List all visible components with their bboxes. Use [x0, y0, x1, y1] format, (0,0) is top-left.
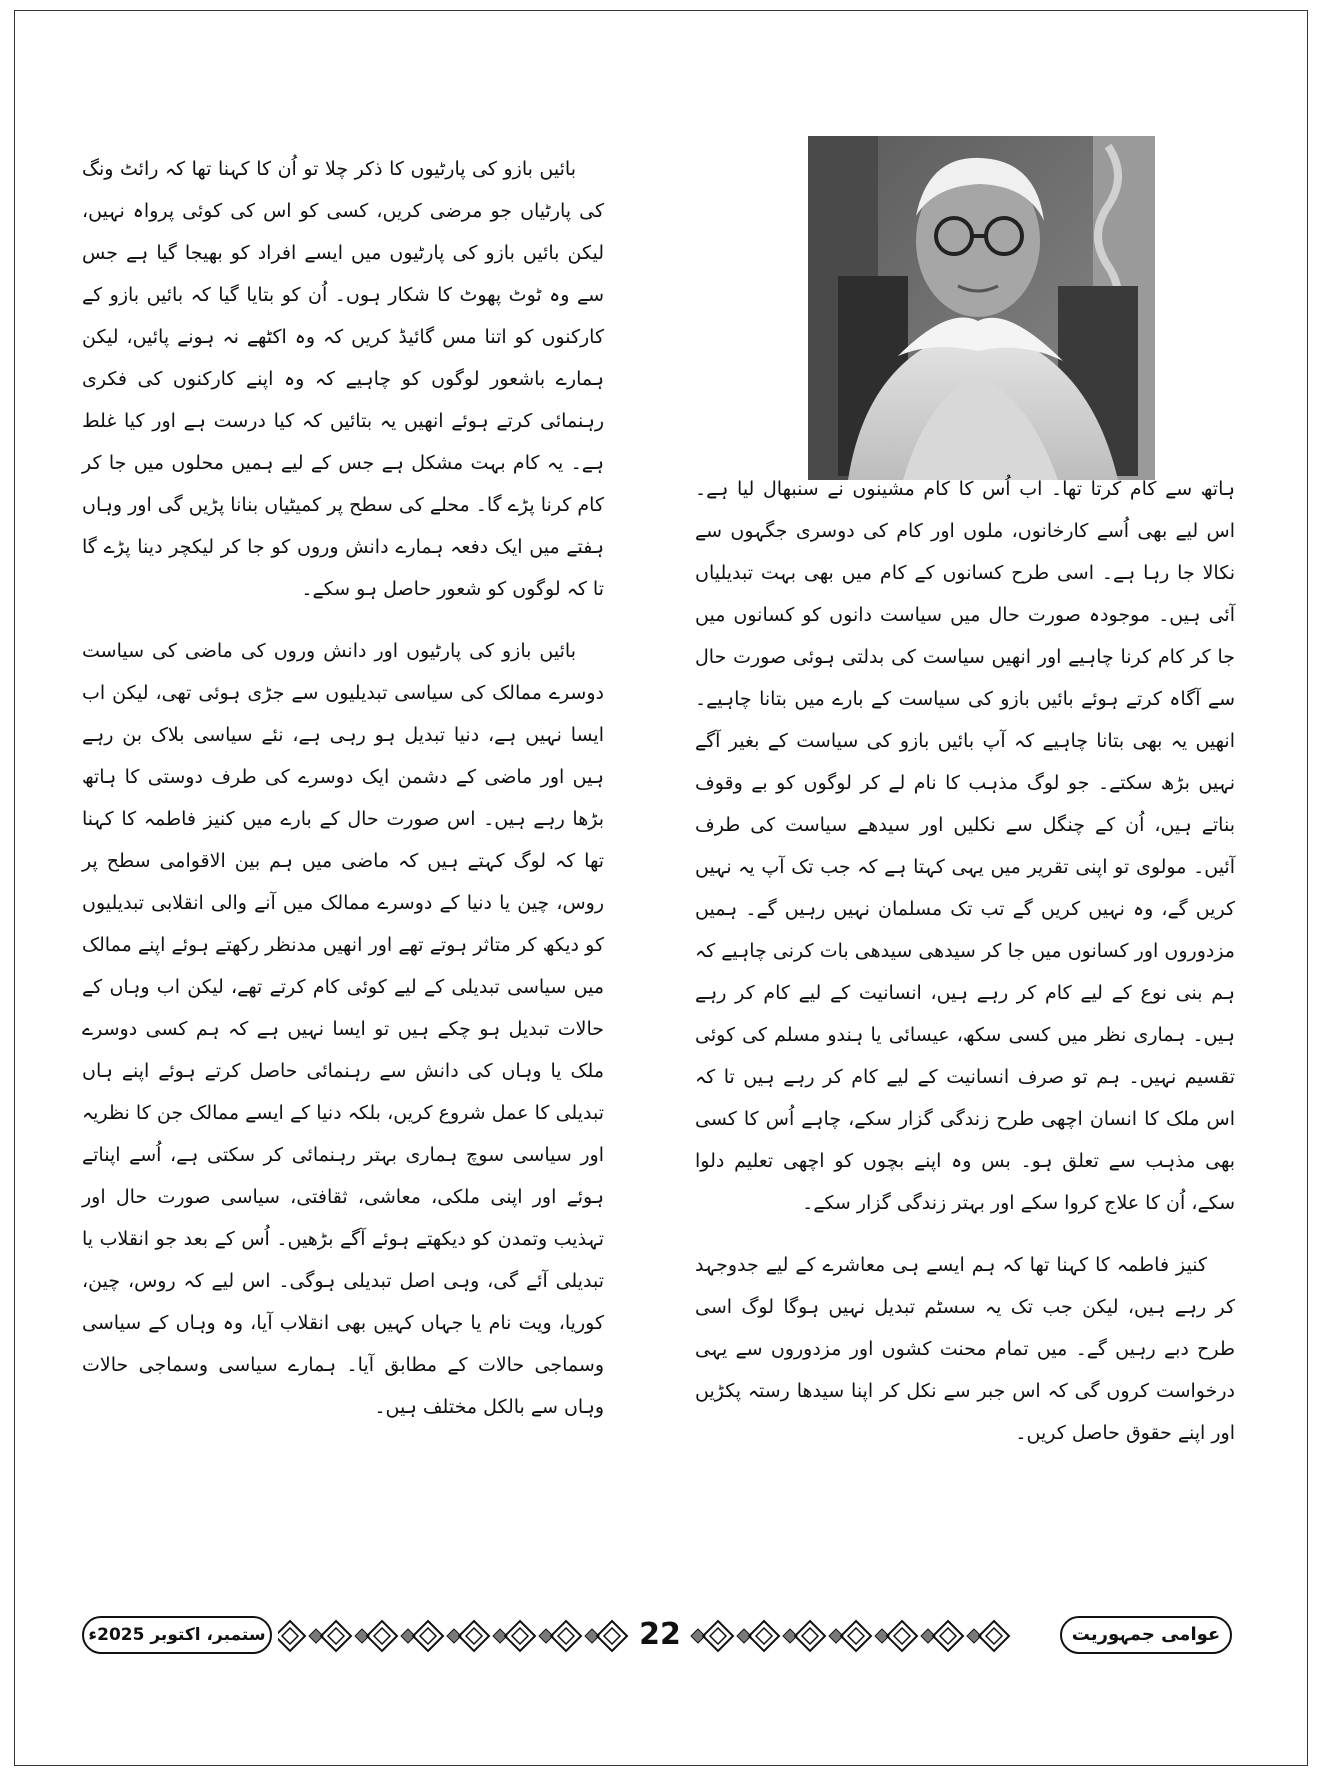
- diamond-inner-icon: [940, 1628, 956, 1644]
- left-column: [82, 148, 604, 1448]
- right-column: [695, 468, 1235, 1474]
- diamond-inner-icon: [710, 1628, 726, 1644]
- diamond-outline-icon: [459, 1621, 489, 1651]
- diamond-inner-icon: [848, 1628, 864, 1644]
- magazine-name-badge: عوامی جمہوریت: [1060, 1616, 1232, 1654]
- diamond-inner-icon: [282, 1628, 298, 1644]
- diamond-inner-icon: [466, 1628, 482, 1644]
- diamond-outline-icon: [367, 1621, 397, 1651]
- diamond-outline-icon: [505, 1621, 535, 1651]
- right-paragraph-2: کنیز فاطمہ کا کہنا تھا کہ ہم ایسے ہی معاشرے کے لیے جدوجہد کر رہے ہیں، لیکن جب تک یہ سسٹم تبدیل نہیں ہوگا لوگ اسی طرح دبے رہیں گے۔ میں تمام محنت کشوں اور مزدوروں سے یہی درخواست کروں گی کہ اس جبر سے نکل کر اپنا سیدھا رستہ پکڑیں اور اپنے حقوق حاصل کریں۔: [695, 1254, 1235, 1444]
- portrait-image: [808, 136, 1155, 480]
- diamond-outline-icon: [321, 1621, 351, 1651]
- diamond-inner-icon: [328, 1628, 344, 1644]
- diamond-inner-icon: [802, 1628, 818, 1644]
- issue-date-badge: ستمبر، اکتوبر 2025ء: [82, 1616, 272, 1654]
- diamond-inner-icon: [374, 1628, 390, 1644]
- diamond-inner-icon: [420, 1628, 436, 1644]
- diamond-outline-icon: [749, 1621, 779, 1651]
- diamond-outline-icon: [551, 1621, 581, 1651]
- left-paragraph-1: بائیں بازو کی پارٹیوں کا ذکر چلا تو اُن کا کہنا تھا کہ رائٹ ونگ کی پارٹیاں جو مرضی کریں، کسی کو اس کی کوئی پرواہ نہیں، لیکن بائیں بازو کی پارٹیوں میں ایسے افراد کو بھیجا گیا ہے جس سے وہ ٹوٹ پھوٹ کا شکار ہوں۔ اُن کو بتایا گیا کہ بائیں بازو کے کارکنوں کو اتنا مس گائیڈ کریں کہ وہ اکٹھے نہ ہونے پائیں، لیکن ہمارے باشعور لوگوں کو چاہیے کہ وہ اپنے کارکنوں کی فکری رہنمائی کرتے ہوئے انھیں یہ بتائیں کہ کیا درست ہے اور کیا غلط ہے۔ یہ کام بہت مشکل ہے جس کے لیے ہمیں محلوں میں جا کر کام کرنا پڑے گا۔ محلے کی سطح پر کمیٹیاں بنانا پڑیں گی اور وہاں ہفتے میں ایک دفعہ ہمارے دانش وروں کو جا کر لیکچر دینا پڑے گا تا کہ لوگوں کو شعور حاصل ہو سکے۔: [82, 158, 604, 600]
- diamond-outline-icon: [841, 1621, 871, 1651]
- diamond-outline-icon: [933, 1621, 963, 1651]
- diamond-inner-icon: [512, 1628, 528, 1644]
- diamond-inner-icon: [756, 1628, 772, 1644]
- left-paragraph-2: بائیں بازو کی پارٹیوں اور دانش وروں کی ماضی کی سیاست دوسرے ممالک کی سیاسی تبدیلیوں سے جڑی ہوئی تھی، لیکن اب ایسا نہیں ہے، دنیا تبدیل ہو رہی ہے، نئے سیاسی بلاک بن رہے ہیں اور ماضی کے دشمن ایک دوسرے کی طرف دوستی کا ہاتھ بڑھا رہے ہیں۔ اس صورت حال کے بارے میں کنیز فاطمہ کا کہنا تھا کہ لوگ کہتے ہیں کہ ماضی میں ہم بین الاقوامی سطح پر روس، چین یا دنیا کے دوسرے ممالک میں آنے والی انقلابی تبدیلیوں کو دیکھ کر متاثر ہوتے تھے اور انھیں مدنظر رکھتے ہوئے اپنے ممالک میں سیاسی تبدیلی کے لیے کوئی کام کرتے تھے، لیکن اب وہاں کے حالات تبدیل ہو چکے ہیں تو ایسا نہیں ہے کہ ہم کسی دوسرے ملک یا وہاں کی دانش سے رہنمائی حاصل کرتے ہوئے اپنے ہاں تبدیلی کا عمل شروع کریں، بلکہ دنیا کے ایسے ممالک جن کا نظریہ اور سیاسی سوچ ہماری بہتر رہنمائی کر سکتی ہے، اُسے اپناتے ہوئے اور اپنی ملکی، معاشی، ثقافتی، سیاسی صورت حال اور تہذیب وتمدن کو دیکھتے ہوئے آگے بڑھیں۔ اُس کے بعد جو انقلاب یا تبدیلی آئے گی، وہی اصل تبدیلی ہوگی۔ اس لیے کہ روس، چین، کوریا، ویت نام یا جہاں کہیں بھی انقلاب آیا، وہ وہاں کے سیاسی وسماجی حالات کے مطابق آیا۔ ہمارے سیاسی وسماجی حالات وہاں سے بالکل مختلف ہیں۔: [82, 640, 604, 1418]
- diamond-inner-icon: [558, 1628, 574, 1644]
- diamond-outline-icon: [979, 1621, 1009, 1651]
- diamond-inner-icon: [894, 1628, 910, 1644]
- right-paragraph-1: ہاتھ سے کام کرتا تھا۔ اب اُس کا کام مشینوں نے سنبھال لیا ہے۔ اس لیے بھی اُسے کارخانوں، ملوں اور کام کی دوسری جگہوں سے نکالا جا رہا ہے۔ اسی طرح کسانوں کے کام میں بھی بہت تبدیلیاں آئی ہیں۔ موجودہ صورت حال میں سیاست دانوں کو کسانوں میں جا کر کام کرنا چاہیے اور انھیں سیاست کی بدلتی ہوئی صورت حال سے آگاہ کرتے ہوئے بائیں بازو کی سیاست کے بارے میں بتانا چاہیے۔ انھیں یہ بھی بتانا چاہیے کہ آپ بائیں بازو کی سیاست کے بغیر آگے نہیں بڑھ سکتے۔ جو لوگ مذہب کا نام لے کر لوگوں کو بے وقوف بناتے ہیں، اُن کے چنگل سے نکلیں اور سیدھے سیاست کی طرف آئیں۔ مولوی تو اپنی تقریر میں یہی کہتا ہے کہ جب تک آپ یہ نہیں کریں گے، وہ نہیں کریں گے تب تک مسلمان نہیں رہیں گے۔ ہمیں مزدوروں اور کسانوں میں جا کر سیدھی سیدھی بات کرنی چاہیے کہ ہم بنی نوع کے لیے کام کر رہے ہیں، انسانیت کے لیے کام کر رہے ہیں۔ ہماری نظر میں کسی سکھ، عیسائی یا ہندو مسلم کی کوئی تقسیم نہیں۔ ہم تو صرف انسانیت کے لیے کام کر رہے ہیں تا کہ اس ملک کا انسان اچھی طرح زندگی گزار سکے، چاہے اُس کا کسی بھی مذہب سے تعلق ہو۔ بس وہ اپنے بچوں کو اچھی تعلیم دلوا سکے، اُن کا علاج کروا سکے اور بہتر زندگی گزار سکے۔: [695, 478, 1235, 1214]
- diamond-outline-icon: [887, 1621, 917, 1651]
- diamond-outline-icon: [413, 1621, 443, 1651]
- diamond-outline-icon: [795, 1621, 825, 1651]
- page-number: 22: [635, 1613, 685, 1657]
- diamond-outline-icon: [597, 1621, 627, 1651]
- page-footer: [82, 1613, 1232, 1659]
- diamond-inner-icon: [986, 1628, 1002, 1644]
- diamond-outline-icon: [703, 1621, 733, 1651]
- diamond-inner-icon: [604, 1628, 620, 1644]
- portrait-photo: [808, 136, 1155, 480]
